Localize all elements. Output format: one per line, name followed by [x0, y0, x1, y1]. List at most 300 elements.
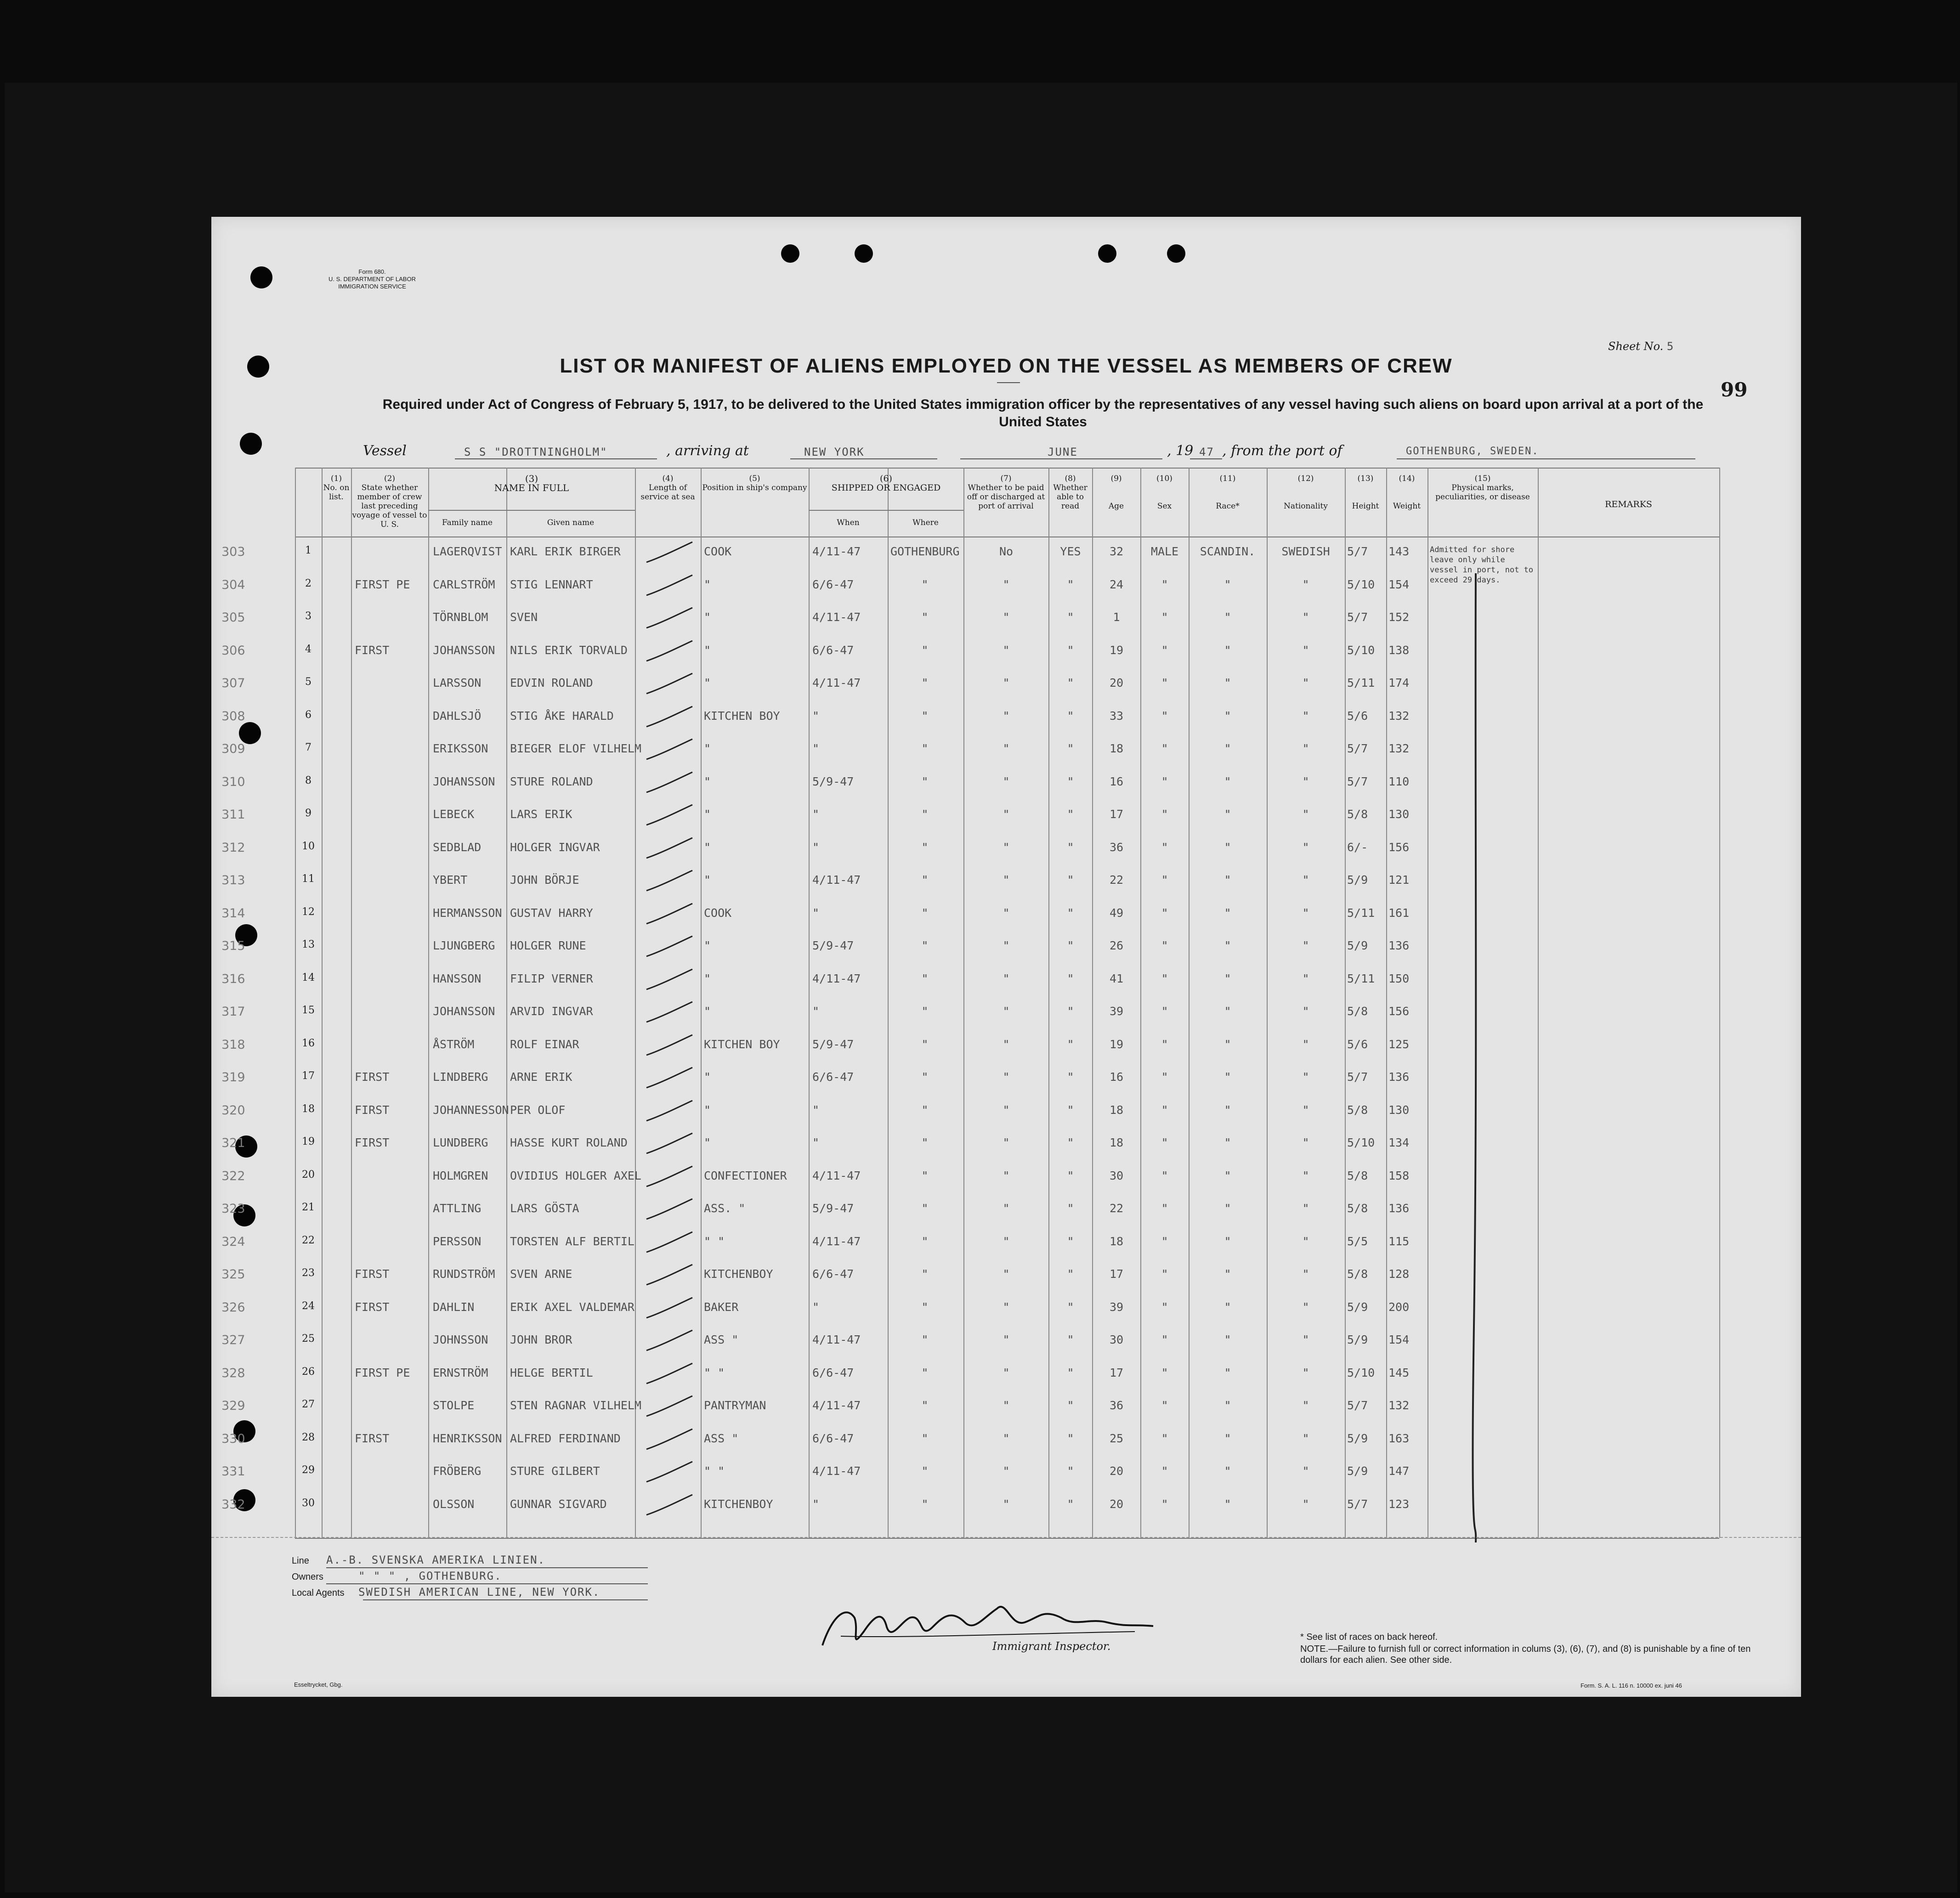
- sex: ": [1161, 840, 1168, 854]
- name-subheader-rule: [428, 510, 635, 511]
- paid-off: ": [1003, 1070, 1010, 1084]
- position: " ": [704, 1366, 725, 1379]
- list-index: 315: [221, 939, 245, 953]
- able-to-read: ": [1067, 676, 1074, 689]
- race: ": [1224, 1070, 1231, 1084]
- previous-voyage: FIRST: [355, 643, 390, 657]
- form-identifier: [312, 268, 432, 290]
- sex: ": [1161, 610, 1168, 624]
- position: PANTRYMAN: [704, 1399, 766, 1412]
- remarks-note: Admitted for shore leave only while vessel in port, not to exceed 29 days.: [1430, 545, 1534, 585]
- family-name: JOHANNESSON: [433, 1103, 509, 1117]
- sex: ": [1161, 972, 1168, 985]
- shipped-where: ": [921, 742, 929, 755]
- able-to-read: ": [1067, 1202, 1074, 1215]
- position: ": [704, 1070, 711, 1084]
- paid-off: ": [1003, 873, 1010, 887]
- race: ": [1224, 1103, 1231, 1117]
- printer-mark: Esseltrycket, Gbg.: [294, 1681, 343, 1688]
- age: 24: [1109, 577, 1124, 591]
- height: 5/7: [1347, 545, 1368, 558]
- line-value: A.-B. SVENSKA AMERIKA LINIEN.: [326, 1553, 546, 1566]
- weight: 130: [1388, 808, 1410, 821]
- list-index: 317: [221, 1005, 245, 1019]
- column-header-given-name: Given name: [547, 518, 595, 527]
- from-underline: [1397, 458, 1695, 459]
- age: 39: [1109, 1300, 1124, 1314]
- owners-label: Owners: [292, 1572, 323, 1582]
- punch-hole: [250, 266, 272, 288]
- col-rule: [1140, 468, 1141, 1538]
- service-checkmark: [642, 1065, 697, 1092]
- list-number: 10: [302, 840, 315, 852]
- form-number: Form 680.: [358, 268, 386, 275]
- shipped-where: ": [921, 1103, 929, 1117]
- nationality: ": [1302, 1267, 1309, 1281]
- nationality: ": [1302, 1234, 1309, 1248]
- column-header-position: (5) Position in ship's company: [702, 474, 807, 492]
- nationality: ": [1302, 1037, 1309, 1051]
- paid-off: ": [1003, 972, 1010, 985]
- able-to-read: ": [1067, 840, 1074, 854]
- paid-off: ": [1003, 774, 1010, 788]
- paid-off: ": [1003, 808, 1010, 821]
- given-name: GUNNAR SIGVARD: [510, 1497, 607, 1511]
- weight: 156: [1388, 840, 1410, 854]
- list-number: 1: [305, 545, 312, 556]
- previous-voyage: FIRST: [355, 1070, 390, 1084]
- punch-hole: [1098, 244, 1116, 263]
- nationality: ": [1302, 709, 1309, 723]
- list-index: 328: [221, 1366, 245, 1380]
- list-number: 9: [305, 808, 312, 819]
- family-name: DAHLIN: [433, 1300, 475, 1314]
- list-number: 28: [302, 1431, 315, 1443]
- month-underline: [960, 458, 1162, 459]
- weight: 110: [1388, 774, 1410, 788]
- vessel-line: [363, 443, 1695, 461]
- family-name: YBERT: [433, 873, 468, 887]
- paid-off: ": [1003, 1431, 1010, 1445]
- able-to-read: YES: [1060, 545, 1081, 558]
- column-header-remarks: REMARKS: [1605, 499, 1652, 509]
- nationality: ": [1302, 610, 1309, 624]
- shipped-where: ": [921, 643, 929, 657]
- list-index: 310: [221, 774, 245, 789]
- list-index: 305: [221, 610, 245, 625]
- footer-rule: [211, 1537, 1801, 1538]
- sex: ": [1161, 939, 1168, 952]
- given-name: NILS ERIK TORVALD: [510, 643, 628, 657]
- agents-underline: [363, 1599, 648, 1600]
- able-to-read: ": [1067, 873, 1074, 887]
- owners-underline: [326, 1583, 648, 1584]
- height: 5/8: [1347, 1169, 1368, 1182]
- family-name: SEDBLAD: [433, 840, 482, 854]
- sex: ": [1161, 1399, 1168, 1412]
- shipped-when: 4/11-47: [812, 545, 861, 558]
- position: KITCHEN BOY: [704, 1037, 780, 1051]
- col-rule: [635, 468, 636, 1538]
- position: KITCHENBOY: [704, 1267, 773, 1281]
- race: ": [1224, 840, 1231, 854]
- age: 16: [1109, 1070, 1124, 1084]
- nationality: ": [1302, 972, 1309, 985]
- list-number: 11: [302, 873, 315, 885]
- given-name: HELGE BERTIL: [510, 1366, 593, 1379]
- nationality: ": [1302, 577, 1309, 591]
- vessel-name: S S "DROTTNINGHOLM": [464, 446, 608, 458]
- punch-hole: [781, 244, 799, 263]
- shipped-where: ": [921, 972, 929, 985]
- previous-voyage: FIRST: [355, 1267, 390, 1281]
- able-to-read: ": [1067, 1366, 1074, 1379]
- sex: ": [1161, 1366, 1168, 1379]
- nationality: ": [1302, 1333, 1309, 1346]
- punch-hole: [855, 244, 873, 263]
- shipped-when: ": [812, 1300, 820, 1314]
- list-index: 329: [221, 1399, 245, 1413]
- manifest-sheet: [211, 217, 1801, 1697]
- column-header-name: (3) NAME IN FULL: [494, 473, 569, 493]
- form-code: Form. S. A. L. 116 n. 10000 ex. juni 46: [1580, 1682, 1682, 1689]
- sex: ": [1161, 1169, 1168, 1182]
- age: 22: [1109, 873, 1124, 887]
- column-header-paid-off: (7) Whether to be paid off or discharged at port of arrival: [967, 474, 1045, 511]
- service-checkmark: [642, 1361, 697, 1388]
- able-to-read: ": [1067, 972, 1074, 985]
- line-underline: [326, 1567, 648, 1568]
- list-number: 21: [302, 1202, 315, 1213]
- nationality: ": [1302, 643, 1309, 657]
- column-header-no: (1) No. on list.: [323, 474, 350, 502]
- shipped-when: 4/11-47: [812, 873, 861, 887]
- list-index: 318: [221, 1037, 245, 1052]
- height: 5/7: [1347, 742, 1368, 755]
- age: 22: [1109, 1202, 1124, 1215]
- service-checkmark: [642, 1098, 697, 1125]
- age: 25: [1109, 1431, 1124, 1445]
- family-name: DAHLSJÖ: [433, 709, 482, 723]
- shipped-where: ": [921, 610, 929, 624]
- shipped-where: ": [921, 808, 929, 821]
- col-rule: [1189, 468, 1190, 1538]
- service: IMMIGRATION SERVICE: [338, 283, 406, 290]
- given-name: HOLGER RUNE: [510, 939, 586, 952]
- given-name: STEN RAGNAR VILHELM: [510, 1399, 641, 1412]
- age: 33: [1109, 709, 1124, 723]
- nationality: ": [1302, 742, 1309, 755]
- sex: ": [1161, 774, 1168, 788]
- col-rule: [963, 468, 964, 1538]
- height: 5/7: [1347, 1070, 1368, 1084]
- weight: 128: [1388, 1267, 1410, 1281]
- service-checkmark: [642, 1130, 697, 1158]
- remarks-ditto-line: [1457, 569, 1494, 1579]
- age: 39: [1109, 1005, 1124, 1018]
- shipped-where: ": [921, 1300, 929, 1314]
- list-index: 320: [221, 1103, 245, 1118]
- col-rule: [322, 468, 323, 1538]
- position: BAKER: [704, 1300, 739, 1314]
- race: ": [1224, 1366, 1231, 1379]
- height: 5/8: [1347, 1005, 1368, 1018]
- arriving-port: NEW YORK: [804, 446, 865, 458]
- able-to-read: ": [1067, 1005, 1074, 1018]
- age: 20: [1109, 1497, 1124, 1511]
- service-checkmark: [642, 704, 697, 731]
- shipped-when: 4/11-47: [812, 610, 861, 624]
- given-name: HOLGER INGVAR: [510, 840, 600, 854]
- given-name: OVIDIUS HOLGER AXEL: [510, 1169, 641, 1182]
- year-underline: [1190, 458, 1222, 459]
- paid-off: ": [1003, 1333, 1010, 1346]
- shipped-where: ": [921, 1070, 929, 1084]
- service-checkmark: [642, 1164, 697, 1191]
- punch-hole: [240, 433, 262, 455]
- service-checkmark: [642, 966, 697, 994]
- race: ": [1224, 1300, 1231, 1314]
- able-to-read: ": [1067, 1070, 1074, 1084]
- family-name: RUNDSTRÖM: [433, 1267, 495, 1281]
- race: ": [1224, 742, 1231, 755]
- col-rule: [1048, 468, 1049, 1538]
- given-name: SVEN ARNE: [510, 1267, 572, 1281]
- col-rule: [295, 468, 296, 1538]
- race: ": [1224, 1333, 1231, 1346]
- paid-off: ": [1003, 1103, 1010, 1117]
- paid-off: ": [1003, 577, 1010, 591]
- weight: 136: [1388, 1070, 1410, 1084]
- shipped-when: 4/11-47: [812, 1464, 861, 1478]
- given-name: BIEGER ELOF VILHELM: [510, 742, 641, 755]
- weight: 163: [1388, 1431, 1410, 1445]
- sex: ": [1161, 577, 1168, 591]
- age: 18: [1109, 1103, 1124, 1117]
- height: 5/7: [1347, 1497, 1368, 1511]
- family-name: JOHANSSON: [433, 643, 495, 657]
- weight: 147: [1388, 1464, 1410, 1478]
- list-index: 321: [221, 1136, 245, 1150]
- weight: 152: [1388, 610, 1410, 624]
- list-number: 20: [302, 1169, 315, 1181]
- position: ": [704, 1136, 711, 1149]
- sex: ": [1161, 1136, 1168, 1149]
- race: ": [1224, 610, 1231, 624]
- position: ": [704, 676, 711, 689]
- previous-voyage: FIRST PE: [355, 1366, 410, 1379]
- race: ": [1224, 1431, 1231, 1445]
- age: 18: [1109, 1234, 1124, 1248]
- service-checkmark: [642, 1492, 697, 1520]
- given-name: HASSE KURT ROLAND: [510, 1136, 628, 1149]
- family-name: LARSSON: [433, 676, 482, 689]
- col-rule: [1267, 468, 1268, 1538]
- weight: 125: [1388, 1037, 1410, 1051]
- able-to-read: ": [1067, 1169, 1074, 1182]
- sex: MALE: [1150, 545, 1179, 558]
- able-to-read: ": [1067, 742, 1074, 755]
- able-to-read: ": [1067, 1136, 1074, 1149]
- shipped-when: ": [812, 742, 820, 755]
- family-name: LJUNGBERG: [433, 939, 495, 952]
- race: ": [1224, 774, 1231, 788]
- service-checkmark: [642, 999, 697, 1027]
- height: 5/9: [1347, 1464, 1368, 1478]
- weight: 161: [1388, 906, 1410, 920]
- line-label: Line: [292, 1556, 309, 1566]
- col-rule: [428, 468, 429, 1538]
- list-number: 18: [302, 1103, 315, 1115]
- family-name: ERIKSSON: [433, 742, 488, 755]
- height: 5/10: [1347, 643, 1375, 657]
- service-checkmark: [642, 1426, 697, 1454]
- age: 18: [1109, 742, 1124, 755]
- given-name: STURE ROLAND: [510, 774, 593, 788]
- service-checkmark: [642, 1262, 697, 1289]
- shipped-when: ": [812, 906, 820, 920]
- list-number: 30: [302, 1497, 315, 1509]
- table-rule-top: [295, 468, 1719, 469]
- paid-off: ": [1003, 1202, 1010, 1215]
- given-name: STURE GILBERT: [510, 1464, 600, 1478]
- able-to-read: ": [1067, 1399, 1074, 1412]
- shipped-when: 5/9-47: [812, 1037, 854, 1051]
- position: ": [704, 840, 711, 854]
- weight: 123: [1388, 1497, 1410, 1511]
- list-index: 306: [221, 643, 245, 658]
- given-name: PER OLOF: [510, 1103, 566, 1117]
- nationality: ": [1302, 1300, 1309, 1314]
- position: ": [704, 808, 711, 821]
- race: ": [1224, 939, 1231, 952]
- shipped-where: ": [921, 709, 929, 723]
- weight: 150: [1388, 972, 1410, 985]
- list-index: 330: [221, 1431, 245, 1446]
- given-name: FILIP VERNER: [510, 972, 593, 985]
- list-number: 14: [302, 972, 315, 983]
- service-checkmark: [642, 671, 697, 698]
- weight: 138: [1388, 643, 1410, 657]
- shipped-where: ": [921, 1431, 929, 1445]
- height: 6/-: [1347, 840, 1368, 854]
- list-index: 332: [221, 1497, 245, 1512]
- nationality: ": [1302, 1070, 1309, 1084]
- position: COOK: [704, 545, 732, 558]
- column-header-nationality: (12) Nationality: [1284, 474, 1328, 511]
- col-rule: [809, 468, 810, 1538]
- shipped-where: ": [921, 1136, 929, 1149]
- race: ": [1224, 972, 1231, 985]
- age: 36: [1109, 840, 1124, 854]
- race: SCANDIN.: [1200, 545, 1256, 558]
- age: 17: [1109, 808, 1124, 821]
- age: 30: [1109, 1169, 1124, 1182]
- age: 30: [1109, 1333, 1124, 1346]
- year-prefix: , 19: [1167, 443, 1194, 459]
- department: U. S. DEPARTMENT OF LABOR: [329, 276, 416, 282]
- col-rule: [1719, 468, 1720, 1538]
- family-name: JOHANSSON: [433, 1005, 495, 1018]
- race: ": [1224, 1267, 1231, 1281]
- shipped-when: ": [812, 808, 820, 821]
- able-to-read: ": [1067, 1037, 1074, 1051]
- age: 18: [1109, 1136, 1124, 1149]
- paid-off: ": [1003, 840, 1010, 854]
- manifest-subtitle: Required under Act of Congress of February 5, 1917, to be delivered to the United States immigration officer by the representatives of any vessel having such aliens on board upon arrival at a port of the United States: [382, 397, 1704, 429]
- sex: ": [1161, 1464, 1168, 1478]
- race: ": [1224, 1464, 1231, 1478]
- shipped-when: 4/11-47: [812, 1234, 861, 1248]
- age: 17: [1109, 1366, 1124, 1379]
- shipped-where: ": [921, 1169, 929, 1182]
- race: ": [1224, 1234, 1231, 1248]
- given-name: STIG LENNART: [510, 577, 593, 591]
- race: ": [1224, 1037, 1231, 1051]
- position: ": [704, 1103, 711, 1117]
- given-name: SVEN: [510, 610, 538, 624]
- inspector-label: Immigrant Inspector.: [992, 1640, 1111, 1653]
- nationality: ": [1302, 1464, 1309, 1478]
- col-rule: [1386, 468, 1387, 1538]
- col-rule: [1538, 468, 1539, 1538]
- given-name: LARS GÖSTA: [510, 1202, 579, 1215]
- given-name: EDVIN ROLAND: [510, 676, 593, 689]
- paid-off: ": [1003, 1366, 1010, 1379]
- service-checkmark: [642, 1327, 697, 1355]
- race: ": [1224, 1136, 1231, 1149]
- height: 5/11: [1347, 972, 1375, 985]
- age: 49: [1109, 906, 1124, 920]
- height: 5/9: [1347, 939, 1368, 952]
- shipped-when: 4/11-47: [812, 1169, 861, 1182]
- col-rule: [888, 468, 889, 1538]
- list-number: 3: [305, 610, 312, 622]
- sex: ": [1161, 1267, 1168, 1281]
- family-name: JOHNSSON: [433, 1333, 488, 1346]
- height: 5/8: [1347, 808, 1368, 821]
- list-index: 309: [221, 742, 245, 756]
- age: 26: [1109, 939, 1124, 952]
- sheet-value: 5: [1666, 340, 1675, 353]
- able-to-read: ": [1067, 1103, 1074, 1117]
- column-header-physical-marks: (15) Physical marks, peculiarities, or disease: [1435, 474, 1530, 502]
- shipped-where: ": [921, 906, 929, 920]
- list-number: 13: [302, 939, 315, 950]
- height: 5/10: [1347, 577, 1375, 591]
- sex: ": [1161, 1005, 1168, 1018]
- family-name: CARLSTRÖM: [433, 577, 495, 591]
- race: ": [1224, 1202, 1231, 1215]
- nationality: ": [1302, 1399, 1309, 1412]
- able-to-read: ": [1067, 1497, 1074, 1511]
- family-name: HANSSON: [433, 972, 482, 985]
- given-name: JOHN BÖRJE: [510, 873, 579, 887]
- shipped-when: ": [812, 1136, 820, 1149]
- agents-value: SWEDISH AMERICAN LINE, NEW YORK.: [358, 1586, 600, 1599]
- shipped-subheader-rule: [809, 510, 963, 511]
- col-rule: [351, 468, 352, 1538]
- position: ": [704, 742, 711, 755]
- service-checkmark: [642, 1229, 697, 1257]
- shipped-where: ": [921, 1399, 929, 1412]
- family-name: LUNDBERG: [433, 1136, 488, 1149]
- weight: 132: [1388, 742, 1410, 755]
- shipped-when: 5/9-47: [812, 939, 854, 952]
- weight: 130: [1388, 1103, 1410, 1117]
- shipped-when: 4/11-47: [812, 972, 861, 985]
- race: ": [1224, 709, 1231, 723]
